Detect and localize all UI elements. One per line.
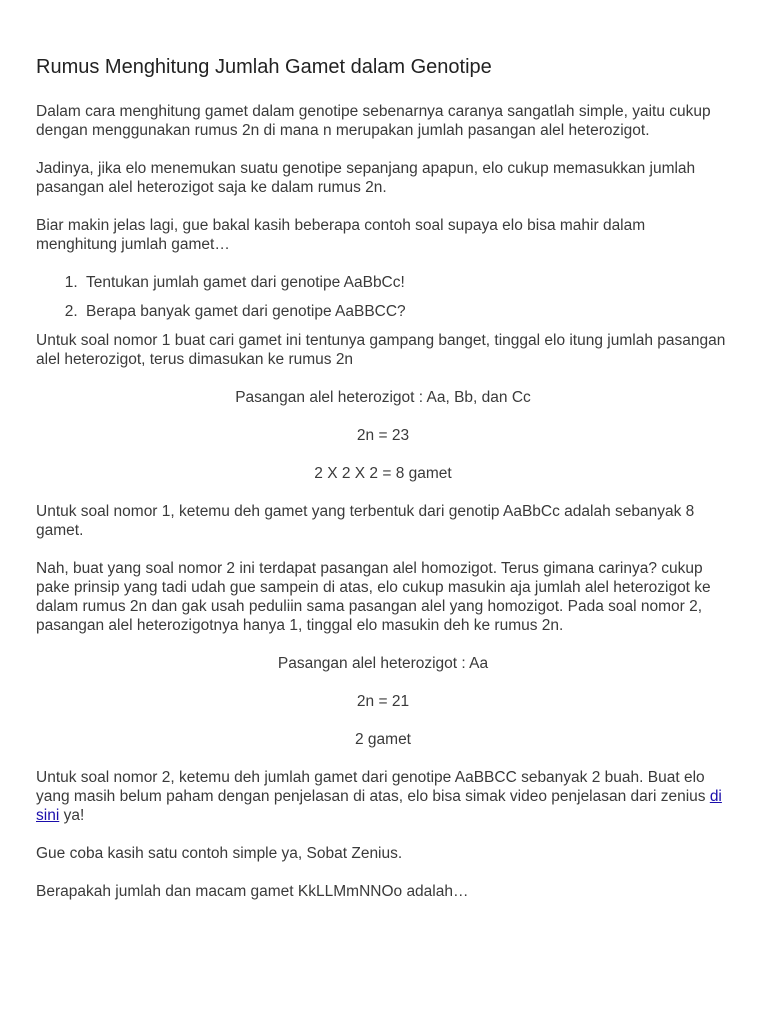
paragraph-answer-2-conclusion <box>36 768 730 825</box>
question-list <box>36 273 730 321</box>
paragraph-answer-1-conclusion: Untuk soal nomor 1, ketemu deh gamet yang terbentuk dari genotip AaBbCc adalah sebanyak 8 gamet. <box>36 503 695 539</box>
formula-equation-1: 2n = 23 <box>356 427 410 444</box>
formula-result-2: 2 gamet <box>354 731 411 748</box>
list-item: 2. Berapa banyak gamet dari genotipe AaBBCC? <box>82 302 730 321</box>
list-item: 1. Tentukan jumlah gamet dari genotipe AaBbCc! <box>82 273 730 292</box>
paragraph-intro: Dalam cara menghitung gamet dalam genotipe sebenarnya caranya sangatlah simple, yaitu cukup dengan menggunakan rumus 2n di mana n merupakan jumlah pasangan alel heterozigot. <box>36 103 711 139</box>
paragraph-explanation: Jadinya, jika elo menemukan suatu genotipe sepanjang apapun, elo cukup memasukkan jumlah pasangan alel heterozigot saja ke dalam rumus 2n. <box>36 160 696 196</box>
paragraph-text: Untuk soal nomor 2, ketemu deh jumlah gamet dari genotipe AaBBCC sebanyak 2 buah. Buat elo yang masih belum paham dengan penjelasan di atas, elo bisa simak video penjelasan dari zenius <box>36 769 710 805</box>
video-link[interactable]: di sini <box>36 788 722 824</box>
formula-result-1: 2 X 2 X 2 = 8 gamet <box>314 465 452 482</box>
paragraph-answer-2-intro: Nah, buat yang soal nomor 2 ini terdapat pasangan alel homozigot. Terus gimana carinya? cukup pake prinsip yang tadi udah gue sampein di atas, elo cukup masukin aja jumlah alel heterozigot ke dalam rumus 2n dan gak usah peduliin sama pasangan alel yang homozigot. Pada soal nomor 2, pasangan alel heterozigotnya hanya 1, tinggal elo masukin deh ke rumus 2n. <box>36 560 711 634</box>
paragraph-example-question: Berapakah jumlah dan macam gamet KkLLMmNNOo adalah… <box>36 883 469 900</box>
paragraph-example-intro: Gue coba kasih satu contoh simple ya, Sobat Zenius. <box>36 845 403 862</box>
paragraph-text: ya! <box>59 807 85 824</box>
paragraph-answer-1-intro: Untuk soal nomor 1 buat cari gamet ini tentunya gampang banget, tinggal elo itung jumlah pasangan alel heterozigot, terus dimasukan ke rumus 2n <box>36 332 726 368</box>
document-title: Rumus Menghitung Jumlah Gamet dalam Genotipe <box>36 56 492 78</box>
formula-pairs-2: Pasangan alel heterozigot : Aa <box>277 655 489 672</box>
paragraph-examples-intro: Biar makin jelas lagi, gue bakal kasih beberapa contoh soal supaya elo bisa mahir dalam menghitung jumlah gamet… <box>36 217 646 253</box>
formula-equation-2: 2n = 21 <box>356 693 410 710</box>
formula-pairs-1: Pasangan alel heterozigot : Aa, Bb, dan Cc <box>235 389 531 406</box>
